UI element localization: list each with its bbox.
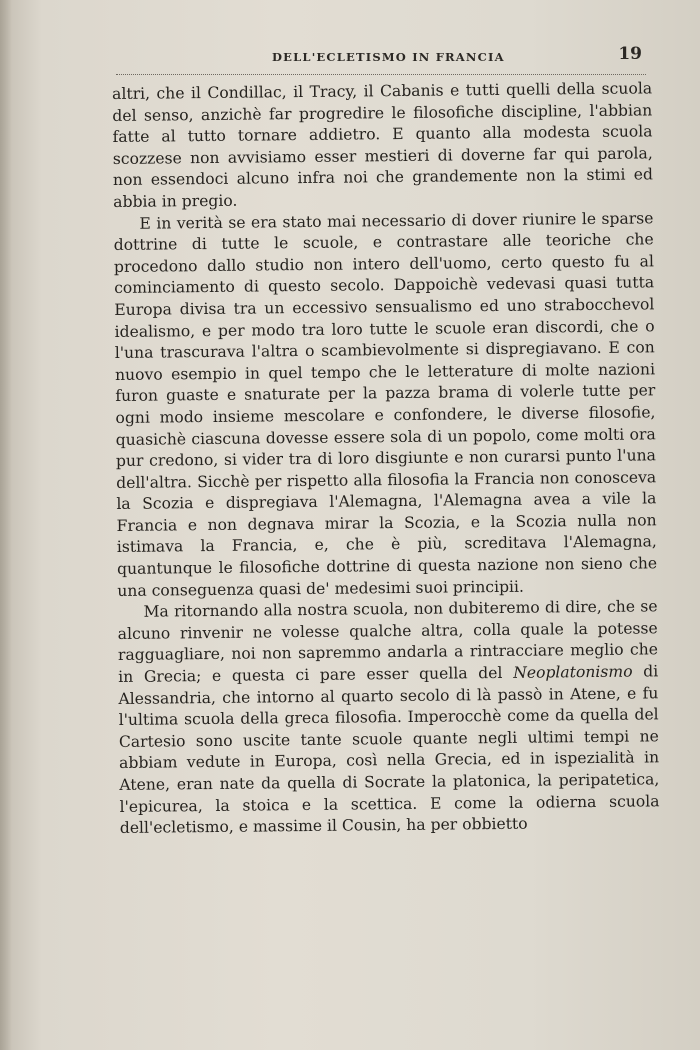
page-gutter-shadow	[0, 0, 12, 1050]
paragraph-1: altri, che il Condillac, il Tracy, il Cabanis e tutti quelli della scuola del senso, anzichè far progredire le filosofiche discipline, l'abbian fatte al tutto tornare addietro. E quanto alla modesta scuola scozzese non avvisiamo esser mestieri di doverne far qui parola, non essendoci alcuno infra noi che grandemente non la stimi ed abbia in pregio.	[112, 79, 654, 211]
paragraph-2: E in verità se era stato mai necessario di dover riunire le sparse dottrine di tutte le scuole, e contrastare alle teoriche che procedono dallo studio non intero dell'uomo, certo questo fu al cominciamento di questo secolo. Dappoichè vedevasi quasi tutta Europa divisa tra un eccessivo sensualismo ed uno strabocchevol idealismo, e per modo tra loro tutte le scuole eran discordi, che o l'una trascurava l'altra o scambievolmente si dispregiavano. E con nuovo esempio in quel tempo che le letterature di molte nazioni furon guaste e snaturate per la pazza brama di volerle tutte per ogni modo insieme mescolare e confondere, le diverse filosofie, quasichè ciascuna dovesse essere sola di un popolo, come molti ora pur credono, si vider tra di loro disgiunte e non curarsi punto l'una dell'altra. Sicchè per rispetto alla filosofia la Francia non conosceva la Scozia e dispregiava l'Alemagna, l'Alemagna avea a vile la Francia e non degnava mirar la Scozia, e la Scozia nulla non istimava la Francia, e, che è più, screditava l'Alemagna, quantunque le filosofiche dottrine di questa nazione non sieno che una conseguenza quasi de' medesimi suoi principii.	[113, 208, 658, 600]
running-title: DELL'ECLETISMO IN FRANCIA	[272, 50, 505, 64]
header-rule	[116, 74, 646, 75]
paragraph-3	[117, 597, 659, 840]
page-number: 19	[618, 44, 642, 64]
paragraph-3-text-after: di Alessandria, che intorno al quarto secolo di là passò in Atene, e fu l'ultima scuola della greca filosofia. Imperocchè come da quella del Cartesio sono uscite tante scuole quante negli ultimi tempi ne abbiam vedute in Europa, così nella Grecia, ed in ispezialità in Atene, eran nate da quella di Socrate la platonica, la peripatetica, l'epicurea, la stoica e la scettica. E come la odierna scuola dell'ecletismo, e massime il Cousin, ha per obbietto	[118, 662, 660, 838]
body-text	[112, 78, 660, 839]
paragraph-3-text-before: Ma ritornando alla nostra scuola, non dubiteremo di dire, che se alcuno rinvenir ne volesse qualche altra, colla quale la potesse ragguagliare, noi non sapremmo andarla a rintracciare meglio che in Grecia; e questa ci pare esser quella del	[117, 597, 659, 686]
page-header	[112, 44, 648, 68]
paragraph-3-italic-term: Neoplatonismo	[513, 662, 633, 682]
